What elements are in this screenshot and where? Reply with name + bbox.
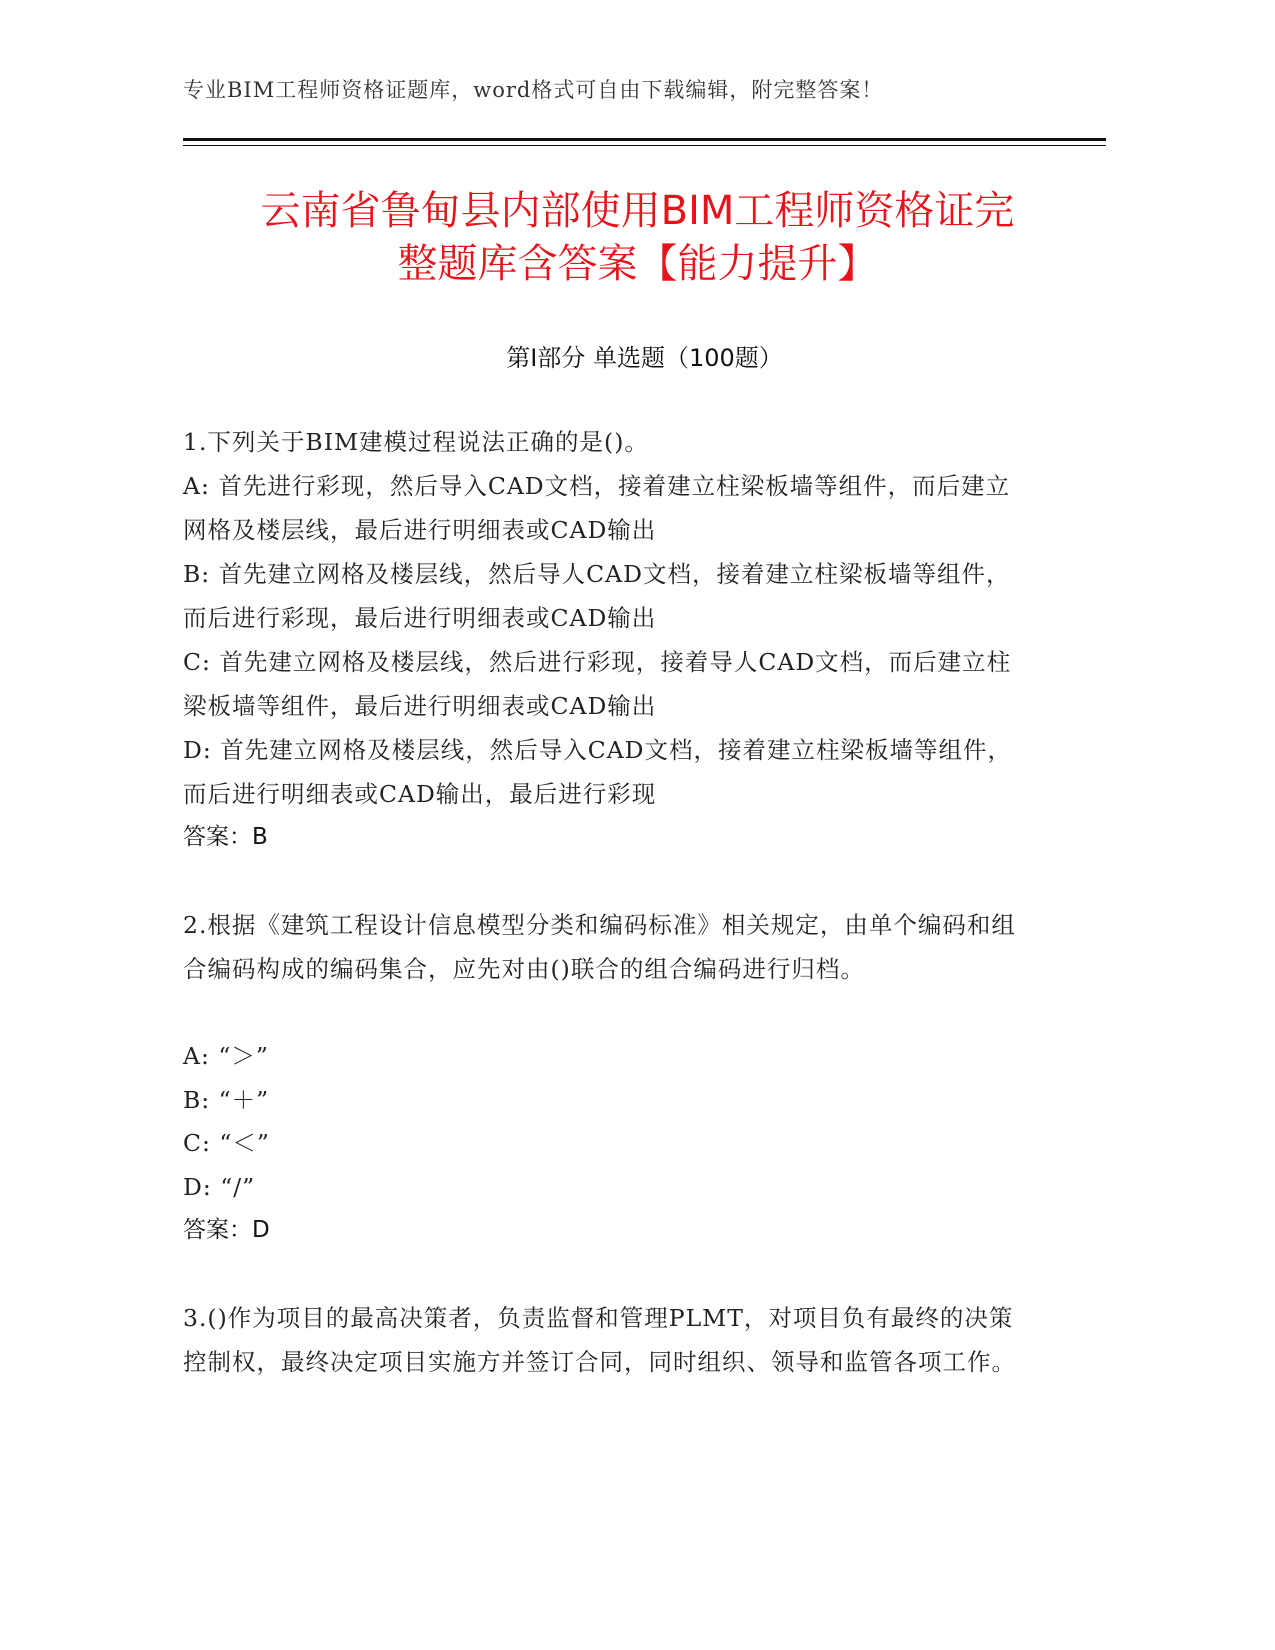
question-1-option-c: C: 首先建立网格及楼层线，然后进行彩现，接着导人CAD文档，而后建立柱梁板墙等组件，最后进行明细表或CAD输出 <box>183 648 1012 720</box>
question-2-option-b: B: “＋” <box>183 1086 270 1114</box>
document-title <box>150 185 1125 291</box>
section-heading: 第Ⅰ部分 单选题（100题） <box>506 344 783 372</box>
question-2-option-d: D: “/” <box>183 1173 256 1201</box>
question-2-answer: 答案：D <box>183 1217 270 1243</box>
document-title-line-2: 整题库含答案【能力提升】 <box>397 241 878 287</box>
question-1-option-b: B: 首先建立网格及楼层线，然后导人CAD文档，接着建立柱梁板墙等组件，而后进行彩现，最后进行明细表或CAD输出 <box>183 560 1011 632</box>
document-title-line-1: 云南省鲁甸县内部使用BIM工程师资格证完 <box>260 188 1015 234</box>
question-3-stem: 3.()作为项目的最高决策者，负责监督和管理PLMT，对项目负有最终的决策控制权，最终决定项目实施方并签订合同，同时组织、领导和监管各项工作。 <box>183 1304 1016 1376</box>
question-1-option-d: D: 首先建立网格及楼层线，然后导入CAD文档，接着建立柱梁板墙等组件，而后进行明细表或CAD输出，最后进行彩现 <box>183 736 1013 808</box>
header-rule-thin <box>183 145 1106 146</box>
header-note: 专业BIM工程师资格证题库，word格式可自由下载编辑，附完整答案！ <box>183 78 884 102</box>
question-2-option-a: A: “＞” <box>183 1042 269 1070</box>
question-2-option-c: C: “＜” <box>183 1129 270 1157</box>
question-1-stem: 1.下列关于BIM建模过程说法正确的是()。 <box>183 428 649 456</box>
question-1-answer: 答案：B <box>183 824 268 850</box>
question-1-option-a: A: 首先进行彩现，然后导入CAD文档，接着建立柱梁板墙等组件，而后建立网格及楼层线，最后进行明细表或CAD输出 <box>183 472 1011 544</box>
header-rule-thick <box>183 138 1106 141</box>
question-2-stem: 2.根据《建筑工程设计信息模型分类和编码标准》相关规定，由单个编码和组合编码构成的编码集合，应先对由()联合的组合编码进行归档。 <box>183 911 1016 983</box>
